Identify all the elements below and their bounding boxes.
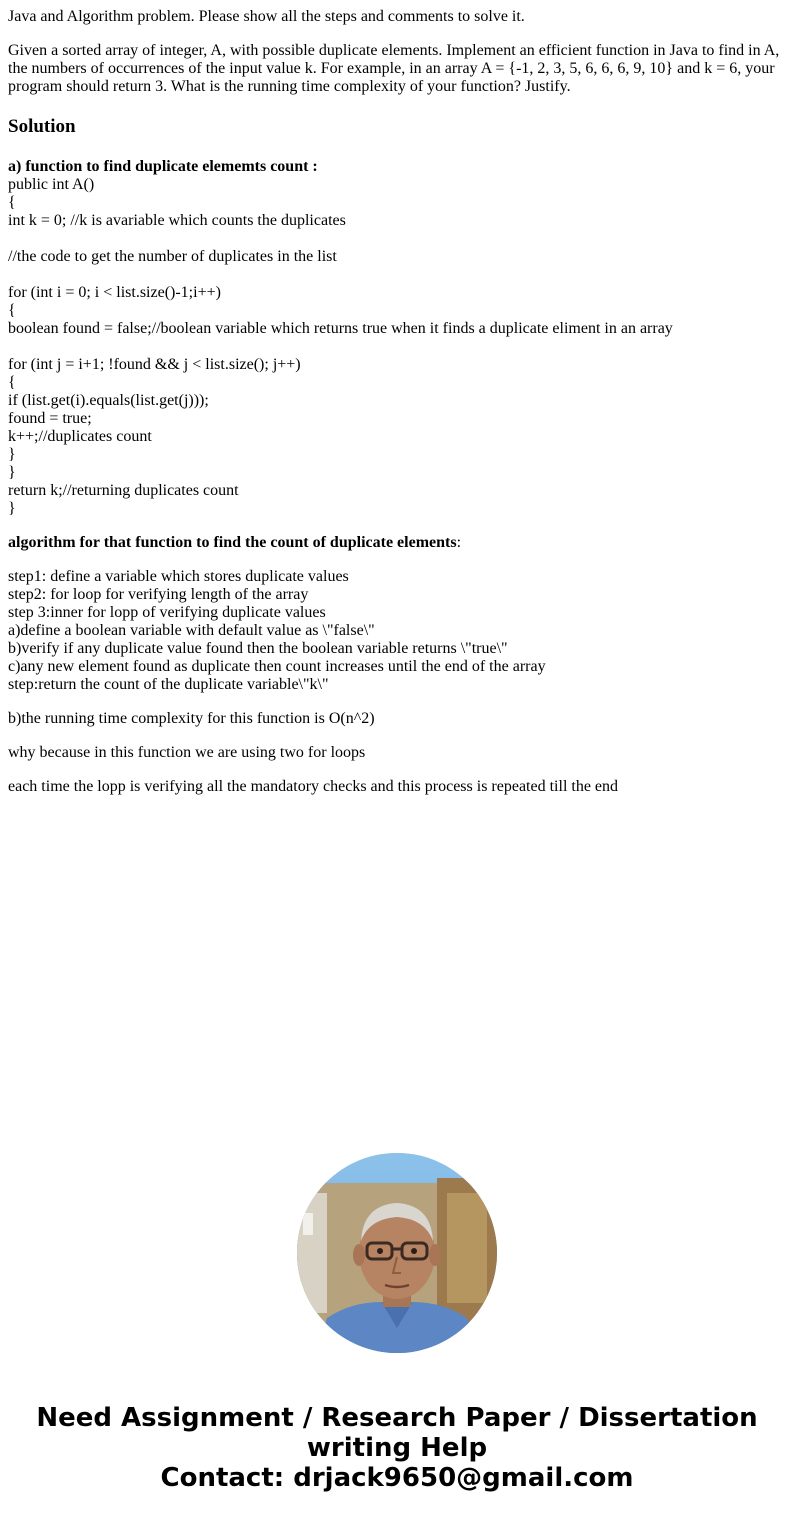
algorithm-step: step:return the count of the duplicate variable\"k\"	[8, 676, 329, 693]
algorithm-title-colon: :	[456, 534, 462, 551]
algorithm-title-text: algorithm for that function to find the count of duplicate elements	[8, 534, 457, 551]
code-line: for (int j = i+1; !found && j < list.size(); j++)	[8, 356, 301, 373]
code-line: {	[8, 302, 16, 319]
part-a-title: a) function to find duplicate elememts count :	[8, 158, 318, 175]
complexity-detail: each time the lopp is verifying all the mandatory checks and this process is repeated till the end	[8, 778, 619, 795]
document-body	[8, 8, 786, 812]
algorithm-step: c)any new element found as duplicate then count increases until the end of the array	[8, 658, 546, 675]
code-line: for (int i = 0; i < list.size()-1;i++)	[8, 284, 221, 301]
code-line	[8, 338, 786, 356]
algorithm-steps	[8, 568, 786, 694]
code-line: //the code to get the number of duplicates in the list	[8, 248, 337, 265]
algorithm-step: step 3:inner for lopp of verifying duplicate values	[8, 604, 326, 621]
code-line: }	[8, 446, 16, 463]
code-line	[8, 230, 786, 248]
complexity-reason: why because in this function we are using two for loops	[8, 744, 366, 761]
algorithm-step: a)define a boolean variable with default value as \"false\"	[8, 622, 375, 639]
algorithm-step: step1: define a variable which stores duplicate values	[8, 568, 349, 585]
code-line: public int A()	[8, 176, 95, 193]
code-line: k++;//duplicates count	[8, 428, 152, 445]
promo-line-1: Need Assignment / Research Paper / Dissertation	[36, 1403, 758, 1433]
promo-banner	[0, 1403, 794, 1493]
algorithm-title	[8, 534, 786, 552]
code-block	[8, 176, 786, 518]
promo-contact: Contact: drjack9650@gmail.com	[160, 1463, 634, 1493]
author-portrait-image	[297, 1153, 497, 1353]
code-line: if (list.get(i).equals(list.get(j)));	[8, 392, 209, 409]
complexity-statement: b)the running time complexity for this function is O(n^2)	[8, 710, 375, 727]
code-section	[8, 158, 786, 518]
code-line: return k;//returning duplicates count	[8, 482, 239, 499]
code-line: boolean found = false;//boolean variable which returns true when it finds a duplicate eliment in an array	[8, 320, 673, 337]
promo-line-2: writing Help	[306, 1433, 488, 1463]
code-line: }	[8, 500, 16, 517]
algorithm-step: b)verify if any duplicate value found then the boolean variable returns \"true\"	[8, 640, 508, 657]
code-line: {	[8, 194, 16, 211]
code-line: found = true;	[8, 410, 92, 427]
question-body: Given a sorted array of integer, A, with possible duplicate elements. Implement an efficient function in Java to find in A, the numbers of occurrences of the input value k. For example, in an array A = {-1, 2, 3, 5, 6, 6, 6, 9, 10} and k = 6, your program should return 3. What is the running time complexity of your function? Justify.	[8, 42, 780, 95]
code-line: {	[8, 374, 16, 391]
code-line: int k = 0; //k is avariable which counts the duplicates	[8, 212, 346, 229]
code-line: }	[8, 464, 16, 481]
author-avatar	[297, 1153, 497, 1353]
algorithm-step: step2: for loop for verifying length of the array	[8, 586, 309, 603]
code-line	[8, 266, 786, 284]
question-intro: Java and Algorithm problem. Please show all the steps and comments to solve it.	[8, 8, 525, 25]
solution-heading: Solution	[8, 116, 76, 137]
